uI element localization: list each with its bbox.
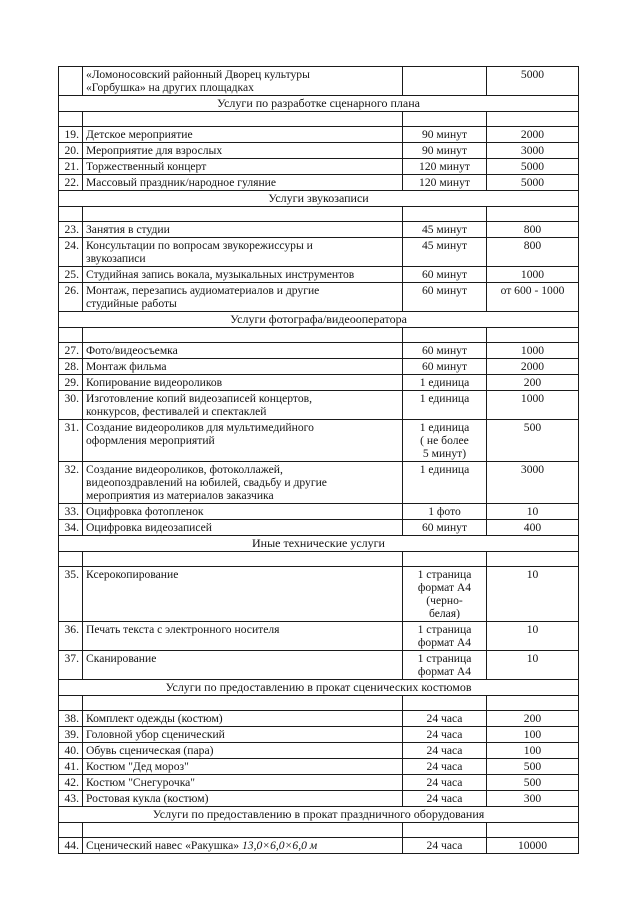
spacer-cell	[59, 823, 83, 838]
unit-line: 60 минут	[421, 284, 468, 297]
service-name	[83, 127, 403, 143]
row-number: 28.	[59, 359, 83, 375]
service-name	[83, 727, 403, 743]
service-name-line: Создание видеороликов для мультимедийного	[86, 421, 314, 434]
service-name	[83, 222, 403, 238]
service-name-line: Мероприятие для взрослых	[86, 144, 223, 157]
spacer-row	[59, 823, 579, 838]
row-number: 41.	[59, 759, 83, 775]
spacer-cell	[83, 328, 403, 343]
unit-line: 1 единица	[419, 463, 470, 476]
price-line: 5000	[520, 160, 545, 173]
unit-of-service	[403, 283, 487, 312]
price-line: 5000	[520, 176, 545, 189]
service-name	[83, 651, 403, 680]
service-name-line: «Ломоносовский районный Дворец культуры	[86, 68, 310, 81]
unit-line: (черно-	[426, 594, 463, 607]
service-name	[83, 238, 403, 267]
service-name	[83, 67, 403, 96]
price-line: 100	[523, 744, 542, 757]
price-line: от 600 - 1000	[500, 284, 565, 297]
unit-line: 24 часа	[426, 712, 463, 725]
price-value	[487, 838, 579, 854]
table-row	[59, 420, 579, 462]
price-line: 5000	[520, 68, 545, 81]
price-line: 500	[523, 760, 542, 773]
section-header-row	[59, 807, 579, 823]
spacer-cell	[403, 207, 487, 222]
spacer-row	[59, 552, 579, 567]
service-name-line: Костюм "Дед мороз"	[86, 760, 189, 773]
price-value	[487, 420, 579, 462]
price-value	[487, 520, 579, 536]
table-row	[59, 67, 579, 96]
service-name	[83, 375, 403, 391]
spacer-cell	[83, 823, 403, 838]
unit-of-service	[403, 727, 487, 743]
service-name-line: Монтаж фильма	[86, 360, 167, 373]
price-value	[487, 159, 579, 175]
spacer-cell	[83, 207, 403, 222]
spacer-cell	[59, 112, 83, 127]
spacer-cell	[487, 112, 579, 127]
unit-line: 60 минут	[421, 268, 468, 281]
unit-of-service	[403, 238, 487, 267]
price-line: 10	[526, 623, 539, 636]
table-row	[59, 343, 579, 359]
table-row	[59, 727, 579, 743]
unit-line: 1 страница	[417, 568, 472, 581]
service-name-line: Обувь сценическая (пара)	[86, 744, 214, 757]
price-value	[487, 759, 579, 775]
unit-of-service	[403, 838, 487, 854]
service-name	[83, 838, 403, 854]
price-list-table	[58, 66, 579, 854]
service-name-line: Оцифровка видеозаписей	[86, 521, 213, 534]
spacer-cell	[59, 207, 83, 222]
unit-of-service	[403, 567, 487, 622]
unit-line: формат А4	[417, 636, 472, 649]
price-line: 500	[523, 421, 542, 434]
service-name	[83, 420, 403, 462]
section-title: Услуги фотографа/видеооператора	[59, 312, 579, 328]
service-name-line: Изготовление копий видеозаписей концертов,	[86, 392, 312, 405]
table-row	[59, 143, 579, 159]
unit-line: 1 единица	[419, 376, 470, 389]
spacer-cell	[487, 328, 579, 343]
service-name	[83, 159, 403, 175]
row-number	[59, 67, 83, 96]
price-value	[487, 775, 579, 791]
section-title: Услуги звукозаписи	[59, 191, 579, 207]
price-line: 300	[523, 792, 542, 805]
service-name-line: Монтаж, перезапись аудиоматериалов и другие	[86, 284, 320, 297]
table-row	[59, 359, 579, 375]
price-line: 100	[523, 728, 542, 741]
spacer-cell	[403, 823, 487, 838]
price-line: 500	[523, 776, 542, 789]
unit-of-service	[403, 143, 487, 159]
price-line: 10	[526, 652, 539, 665]
spacer-row	[59, 328, 579, 343]
spacer-row	[59, 207, 579, 222]
unit-of-service	[403, 462, 487, 504]
price-line: 400	[523, 521, 542, 534]
price-list-body	[59, 67, 579, 854]
unit-of-service	[403, 520, 487, 536]
unit-of-service	[403, 391, 487, 420]
price-value	[487, 462, 579, 504]
unit-of-service	[403, 67, 487, 96]
table-row	[59, 283, 579, 312]
row-number: 35.	[59, 567, 83, 622]
service-name-line: «Горбушка» на других площадках	[86, 81, 254, 94]
row-number: 38.	[59, 711, 83, 727]
table-row	[59, 838, 579, 854]
unit-line: 1 страница	[417, 623, 472, 636]
service-name-line: Создание видеороликов, фотоколлажей,	[86, 463, 283, 476]
unit-line: 90 минут	[421, 128, 468, 141]
service-name-line: Сканирование	[86, 652, 157, 665]
spacer-cell	[403, 112, 487, 127]
price-value	[487, 143, 579, 159]
spacer-cell	[59, 552, 83, 567]
table-row	[59, 520, 579, 536]
table-row	[59, 743, 579, 759]
unit-line: 120 минут	[419, 176, 470, 189]
spacer-row	[59, 112, 579, 127]
spacer-cell	[59, 328, 83, 343]
unit-line: 60 минут	[421, 344, 468, 357]
service-name	[83, 343, 403, 359]
table-row	[59, 391, 579, 420]
price-line: 1000	[520, 268, 545, 281]
service-name	[83, 267, 403, 283]
section-header-row	[59, 191, 579, 207]
price-value	[487, 375, 579, 391]
section-title: Иные технические услуги	[59, 536, 579, 552]
price-line: 800	[523, 239, 542, 252]
unit-of-service	[403, 375, 487, 391]
table-row	[59, 622, 579, 651]
price-value	[487, 67, 579, 96]
price-line: 3000	[520, 463, 545, 476]
unit-line: 90 минут	[421, 144, 468, 157]
price-value	[487, 727, 579, 743]
service-name-line: Детское мероприятие	[86, 128, 193, 141]
unit-line: формат А4	[417, 665, 472, 678]
service-name-line: конкурсов, фестивалей и спектаклей	[86, 405, 267, 418]
spacer-cell	[83, 112, 403, 127]
service-name-line: оформления мероприятий	[86, 434, 215, 447]
service-name	[83, 791, 403, 807]
service-name-text: Сценический навес «Ракушка»	[86, 839, 242, 852]
unit-line: 45 минут	[421, 239, 468, 252]
row-number: 30.	[59, 391, 83, 420]
spacer-cell	[487, 552, 579, 567]
unit-of-service	[403, 504, 487, 520]
row-number: 20.	[59, 143, 83, 159]
unit-of-service	[403, 759, 487, 775]
row-number: 33.	[59, 504, 83, 520]
service-name-line: Комплект одежды (костюм)	[86, 712, 223, 725]
price-value	[487, 504, 579, 520]
table-row	[59, 375, 579, 391]
unit-line: ( не более	[420, 434, 469, 447]
section-header-row	[59, 96, 579, 112]
row-number: 21.	[59, 159, 83, 175]
price-line: 10	[526, 568, 539, 581]
unit-line: 24 часа	[426, 792, 463, 805]
service-name	[83, 520, 403, 536]
unit-of-service	[403, 622, 487, 651]
price-line: 2000	[520, 128, 545, 141]
table-row	[59, 711, 579, 727]
unit-line: 45 минут	[421, 223, 468, 236]
service-name	[83, 743, 403, 759]
price-value	[487, 238, 579, 267]
table-row	[59, 267, 579, 283]
service-name	[83, 359, 403, 375]
price-value	[487, 791, 579, 807]
service-name-line: Головной убор сценический	[86, 728, 225, 741]
service-name	[83, 567, 403, 622]
price-value	[487, 567, 579, 622]
service-name	[83, 283, 403, 312]
unit-of-service	[403, 175, 487, 191]
row-number: 36.	[59, 622, 83, 651]
service-name-line: Костюм "Снегурочка"	[86, 776, 196, 789]
unit-line: формат А4	[417, 581, 472, 594]
service-name-line: Массовый праздник/народное гуляние	[86, 176, 277, 189]
price-value	[487, 127, 579, 143]
section-header-row	[59, 312, 579, 328]
unit-line: 1 фото	[428, 505, 461, 518]
unit-line: 24 часа	[426, 839, 463, 852]
table-row	[59, 775, 579, 791]
price-line: 1000	[520, 344, 545, 357]
service-name-line: видеопоздравлений на юбилей, свадьбу и другие	[86, 476, 327, 489]
service-name-line	[86, 839, 399, 852]
row-number: 23.	[59, 222, 83, 238]
unit-line: 1 страница	[417, 652, 472, 665]
unit-of-service	[403, 420, 487, 462]
unit-line: 24 часа	[426, 776, 463, 789]
table-row	[59, 175, 579, 191]
unit-of-service	[403, 343, 487, 359]
spacer-cell	[487, 823, 579, 838]
service-name-line: Студийная запись вокала, музыкальных инструментов	[86, 268, 355, 281]
service-name-line: Занятия в студии	[86, 223, 170, 236]
service-name-line: Ксерокопирование	[86, 568, 179, 581]
spacer-cell	[487, 696, 579, 711]
section-title: Услуги по предоставлению в прокат праздничного оборудования	[59, 807, 579, 823]
row-number: 26.	[59, 283, 83, 312]
spacer-cell	[59, 696, 83, 711]
unit-line: 24 часа	[426, 728, 463, 741]
spacer-row	[59, 696, 579, 711]
spacer-cell	[83, 552, 403, 567]
unit-line: 120 минут	[419, 160, 470, 173]
price-value	[487, 283, 579, 312]
unit-of-service	[403, 127, 487, 143]
service-name-line: звукозаписи	[86, 252, 146, 265]
row-number: 25.	[59, 267, 83, 283]
spacer-cell	[83, 696, 403, 711]
price-value	[487, 343, 579, 359]
service-name	[83, 759, 403, 775]
row-number: 24.	[59, 238, 83, 267]
row-number: 39.	[59, 727, 83, 743]
row-number: 40.	[59, 743, 83, 759]
service-name	[83, 391, 403, 420]
service-name	[83, 175, 403, 191]
price-line: 800	[523, 223, 542, 236]
price-value	[487, 359, 579, 375]
unit-of-service	[403, 711, 487, 727]
unit-of-service	[403, 159, 487, 175]
service-name-line: студийные работы	[86, 297, 177, 310]
row-number: 27.	[59, 343, 83, 359]
unit-line: 1 единица	[419, 392, 470, 405]
unit-line: 24 часа	[426, 760, 463, 773]
table-row	[59, 462, 579, 504]
price-value	[487, 651, 579, 680]
spacer-cell	[403, 552, 487, 567]
section-header-row	[59, 536, 579, 552]
service-name	[83, 775, 403, 791]
service-name	[83, 622, 403, 651]
row-number: 19.	[59, 127, 83, 143]
row-number: 37.	[59, 651, 83, 680]
row-number: 32.	[59, 462, 83, 504]
table-row	[59, 504, 579, 520]
row-number: 31.	[59, 420, 83, 462]
service-name-line: Оцифровка фотопленок	[86, 505, 204, 518]
price-value	[487, 391, 579, 420]
spacer-cell	[487, 207, 579, 222]
price-line: 2000	[520, 360, 545, 373]
service-name	[83, 143, 403, 159]
unit-line: 5 минут)	[422, 447, 467, 460]
price-line: 1000	[520, 392, 545, 405]
price-value	[487, 175, 579, 191]
unit-of-service	[403, 775, 487, 791]
table-row	[59, 159, 579, 175]
unit-of-service	[403, 791, 487, 807]
service-name	[83, 711, 403, 727]
price-line: 200	[523, 712, 542, 725]
price-value	[487, 267, 579, 283]
spacer-cell	[403, 328, 487, 343]
table-row	[59, 651, 579, 680]
service-name-line: Печать текста с электронного носителя	[86, 623, 280, 636]
price-value	[487, 622, 579, 651]
price-line: 200	[523, 376, 542, 389]
row-number: 43.	[59, 791, 83, 807]
spacer-cell	[403, 696, 487, 711]
row-number: 22.	[59, 175, 83, 191]
unit-of-service	[403, 267, 487, 283]
unit-line: 60 минут	[421, 521, 468, 534]
unit-of-service	[403, 651, 487, 680]
row-number: 34.	[59, 520, 83, 536]
section-title: Услуги по разработке сценарного плана	[59, 96, 579, 112]
price-value	[487, 222, 579, 238]
price-line: 10000	[518, 839, 547, 852]
price-line: 3000	[520, 144, 545, 157]
service-name-line: Консультации по вопросам звукорежиссуры и	[86, 239, 313, 252]
table-row	[59, 238, 579, 267]
table-row	[59, 791, 579, 807]
unit-of-service	[403, 743, 487, 759]
unit-line: 24 часа	[426, 744, 463, 757]
price-value	[487, 743, 579, 759]
service-name-line: Торжественный концерт	[86, 160, 207, 173]
section-header-row	[59, 680, 579, 696]
unit-line: 60 минут	[421, 360, 468, 373]
unit-of-service	[403, 222, 487, 238]
table-row	[59, 759, 579, 775]
service-name-line: Ростовая кукла (костюм)	[86, 792, 209, 805]
unit-of-service	[403, 359, 487, 375]
row-number: 29.	[59, 375, 83, 391]
section-title: Услуги по предоставлению в прокат сценических костюмов	[59, 680, 579, 696]
service-name-line: мероприятия из материалов заказчика	[86, 489, 274, 502]
service-name	[83, 504, 403, 520]
row-number: 42.	[59, 775, 83, 791]
price-value	[487, 711, 579, 727]
service-dimensions: 13,0×6,0×6,0 м	[241, 839, 318, 852]
service-name-line: Фото/видеосъемка	[86, 344, 178, 357]
table-row	[59, 567, 579, 622]
service-name	[83, 462, 403, 504]
row-number: 44.	[59, 838, 83, 854]
table-row	[59, 127, 579, 143]
unit-line: 1 единица	[419, 421, 470, 434]
service-name-line: Копирование видеороликов	[86, 376, 223, 389]
table-row	[59, 222, 579, 238]
price-line: 10	[526, 505, 539, 518]
unit-line: белая)	[428, 607, 461, 620]
